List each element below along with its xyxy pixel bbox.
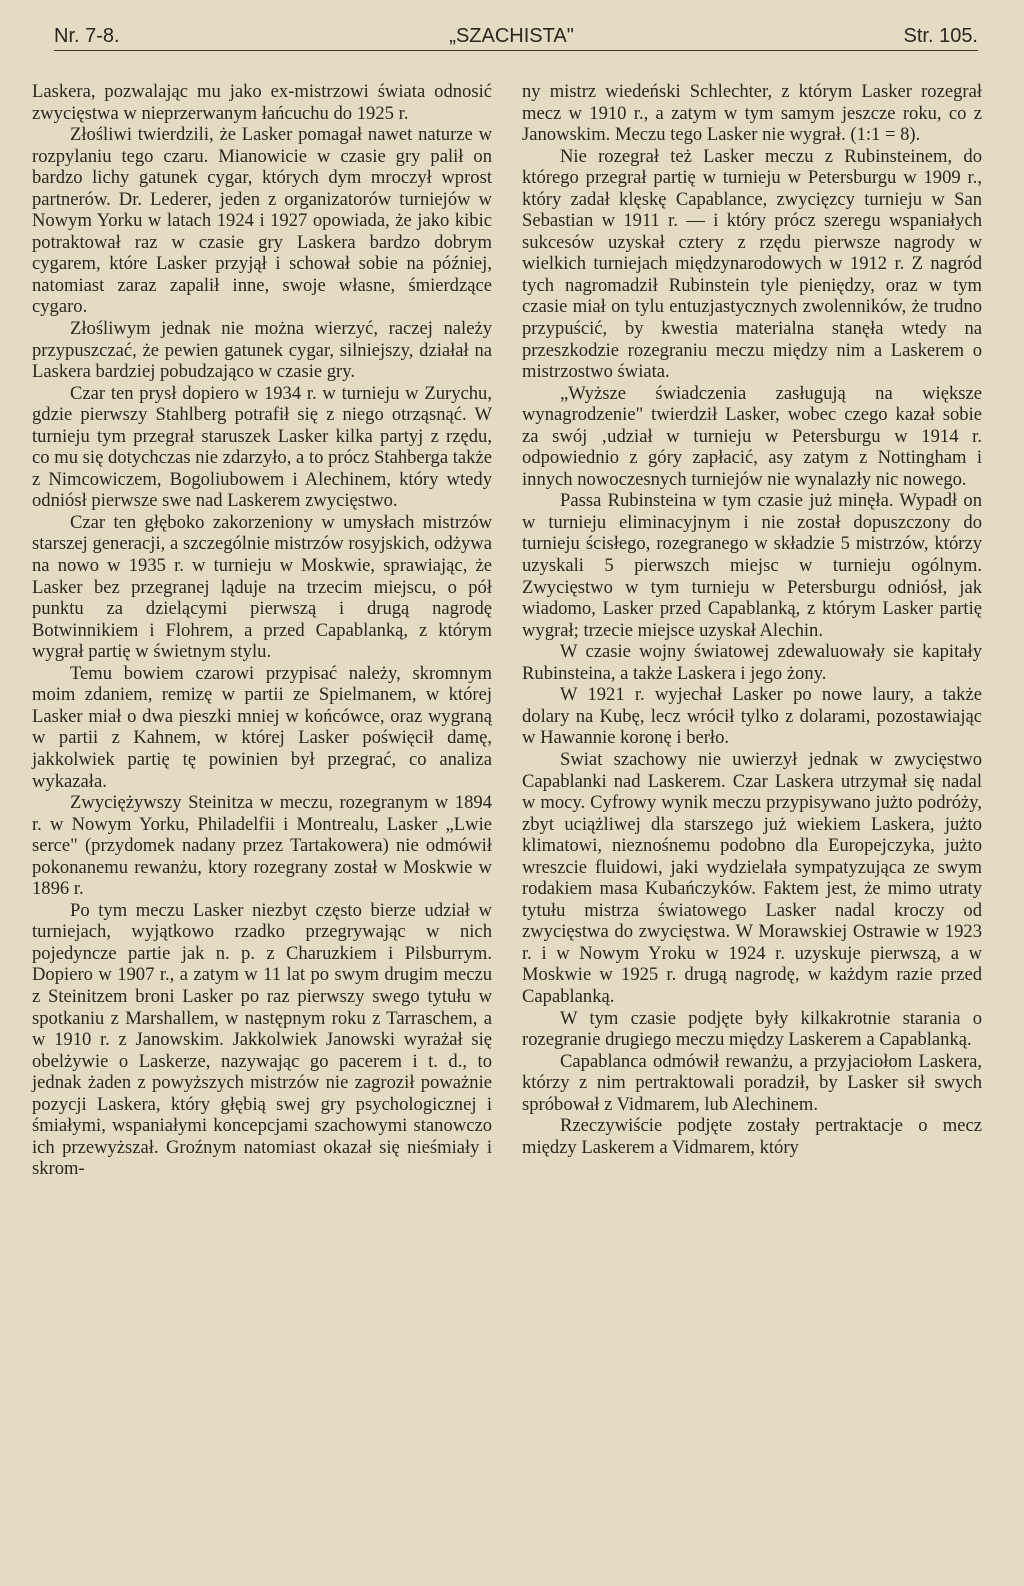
- paragraph: Czar ten prysł dopiero w 1934 r. w turnieju w Zurychu, gdzie pierwszy Stahlberg potrafił się z niego otrząsnąć. W turnieju tym przegrał staruszek Lasker kilka partyj z rzędu, co mu się dotychczas nie zdarzyło, a to prócz Stahberga także z Nimcowiczem, Bogoliubowem i Alechinem, który wtedy odniósł pierwsze swe nad Laskerem zwycięstwo.: [32, 382, 492, 512]
- paragraph: Złośliwym jednak nie można wierzyć, raczej należy przypuszczać, że pewien gatunek cygar, silniejszy, działał na Laskera bardziej pobudzająco w czasie gry.: [32, 318, 492, 383]
- paragraph: ny mistrz wiedeński Schlechter, z którym Lasker rozegrał mecz w 1910 r., a zatym w tym samym jeszcze roku, co z Janowskim. Meczu tego Lasker nie wygrał. (1:1 = 8).: [522, 81, 982, 146]
- paragraph: Złośliwi twierdzili, że Lasker pomagał nawet naturze w rozpylaniu tego czaru. Mianowicie w czasie gry palił on bardzo lichy gatunek cygar, których dym mroczył wprost partnerów. Dr. Lederer, jeden z organizatorów turniejów w Nowym Yorku w latach 1924 i 1927 opowiada, że jako kibic potraktował raz w czasie gry Laskera bardzo dobrym cygarem, które Lasker przyjął i schował sobie na później, natomiast zaraz zapalił inne, swoje własne, śmierdzące cygaro.: [32, 124, 492, 318]
- page-number: Str. 105.: [903, 25, 978, 47]
- running-header: [54, 14, 978, 51]
- paragraph: Po tym meczu Lasker niezbyt często bierze udział w turniejach, wyjątkowo rzadko przegrywając w nich pojedyncze partie jak n. p. z Charuzkiem i Pilsburrym. Dopiero w 1907 r., a zatym w 11 lat po swym drugim meczu z Steinitzem broni Lasker po raz pierwszy swego tytułu w spotkaniu z Marshallem, w następnym roku z Tarraschem, a w 1910 r. z Janowskim. Jakkolwiek Janowski wyrażał się obelżywie o Laskerze, nazywając go pacerem i t. d., to jednak żaden z powyższych mistrzów nie zagroził poważnie pozycji Laskera, który głębią swej gry psychologicznej i śmiałymi, wspaniałymi koncepcjami szachowymi stanowczo ich przewyższał. Groźnym natomiast okazał się nieśmiały i skrom-: [32, 899, 492, 1180]
- text-columns: [32, 81, 982, 1180]
- paragraph: Zwyciężywszy Steinitza w meczu, rozegranym w 1894 r. w Nowym Yorku, Philadelfii i Montrealu, Lasker „Lwie serce" (przydomek nadany przez Tartakowera) nie odmówił pokonanemu rewanżu, ktory rozegrany został w Moskwie w 1896 r.: [32, 792, 492, 900]
- issue-number: Nr. 7-8.: [54, 25, 120, 47]
- left-column: [32, 81, 492, 1180]
- paragraph: Temu bowiem czarowi przypisać należy, skromnym moim zdaniem, remizę w partii ze Spielmanem, w której Lasker miał o dwa pieszki mniej w końcówce, oraz wygraną w partii z Kahnem, w której Lasker poświęcił damę, jakkolwiek partię tę powinien był przegrać, co analiza wykazała.: [32, 662, 492, 792]
- paragraph: W tym czasie podjęte były kilkakrotnie starania o rozegranie drugiego meczu między Laskerem a Capablanką.: [522, 1007, 982, 1051]
- journal-title: „SZACHISTA": [449, 25, 574, 47]
- paragraph: W czasie wojny światowej zdewaluowały sie kapitały Rubinsteina, a także Laskera i jego żony.: [522, 641, 982, 684]
- paragraph: „Wyższe świadczenia zasługują na większe wynagrodzenie" twierdził Lasker, wobec czego kazał sobie za swój ‚udział w turnieju w Petersburgu w 1914 r. odpowiednio z góry zapłacić, asy zatym z Nottingham i innych nowoczesnych turniejów nie wynalazły nic nowego.: [522, 382, 982, 490]
- right-column: [522, 81, 982, 1180]
- paragraph: Swiat szachowy nie uwierzył jednak w zwycięstwo Capablanki nad Laskerem. Czar Laskera utrzymał się nadal w mocy. Cyfrowy wynik meczu przypisywano jużto podróży, zbyt uciążliwej dla starszego już wiekiem Laskera, jużto klimatowi, nieznośnemu podobno dla Europejczyka, jużto wreszcie fluidowi, jaki wydzielała sympatyzująca ze swym rodakiem masa Kubańczyków. Faktem jest, że mimo utraty tytułu mistrza światowego Lasker nadal kroczy od zwycięstwa do zwycięstwa. W Morawskiej Ostrawie w 1923 r. i w Nowym Yroku w 1924 r. uzyskuje pierwszą, a w Moskwie w 1925 r. drugą nagrodę, w każdym razie przed Capablanką.: [522, 748, 982, 1007]
- paragraph: Nie rozegrał też Lasker meczu z Rubinsteinem, do którego przegrał partię w turnieju w Petersburgu w 1909 r., który zadał klęskę Capablance, zwycięzcy turnieju w San Sebastian w 1911 r. — i który prócz szeregu wspaniałych sukcesów uzyskał cztery z rzędu pierwsze nagrody w wielkich turniejach międzynarodowych w 1912 r. Z nagród tych nagromadził Rubinstein tyle pieniędzy, oraz w tym czasie miał on tylu entuzjastycznych zwolenników, że trudno przypuścić, by kwestia materialna stanęła wtedy na przeszkodzie rozegraniu meczu między nim a Laskerem o mistrzostwo świata.: [522, 145, 982, 383]
- paragraph: Passa Rubinsteina w tym czasie już minęła. Wypadł on w turnieju eliminacyjnym i nie został dopuszczony do turnieju ścisłego, rozegranego w składzie 5 mistrzów, którzy uzyskali 5 pierwszch miejsc w turnieju ogólnym. Zwycięstwo w tym turnieju w Petersburgu odniósł, jak wiadomo, Lasker przed Capablanką, z którym Lasker partię wygrał; trzecie miejsce uzyskał Alechin.: [522, 490, 982, 641]
- paragraph: Czar ten głęboko zakorzeniony w umysłach mistrzów starszej generacji, a szczególnie mistrzów rosyjskich, odżywa na nowo w 1935 r. w turnieju w Moskwie, sprawiając, że Lasker bez przegranej ląduje na trzecim miejscu, o pół punktu za dzielącymi pierwszą i drugą nagrodę Botwinnikiem i Flohrem, a przed Capablanką, z którym wygrał partię w świetnym stylu.: [32, 511, 492, 663]
- paragraph: Capablanca odmówił rewanżu, a przyjaciołom Laskera, którzy z nim pertraktowali poradził, by Lasker sił swych spróbował z Vidmarem, lub Alechinem.: [522, 1050, 982, 1115]
- paragraph: Laskera, pozwalając mu jako ex-mistrzowi świata odnosić zwycięstwa w nieprzerwanym łańcuchu do 1925 r.: [32, 81, 492, 124]
- paragraph: Rzeczywiście podjęte zostały pertraktacje o mecz między Laskerem a Vidmarem, który: [522, 1115, 982, 1158]
- paragraph: W 1921 r. wyjechał Lasker po nowe laury, a także dolary na Kubę, lecz wrócił tylko z dolarami, pozostawiając w Hawannie koronę i berło.: [522, 684, 982, 749]
